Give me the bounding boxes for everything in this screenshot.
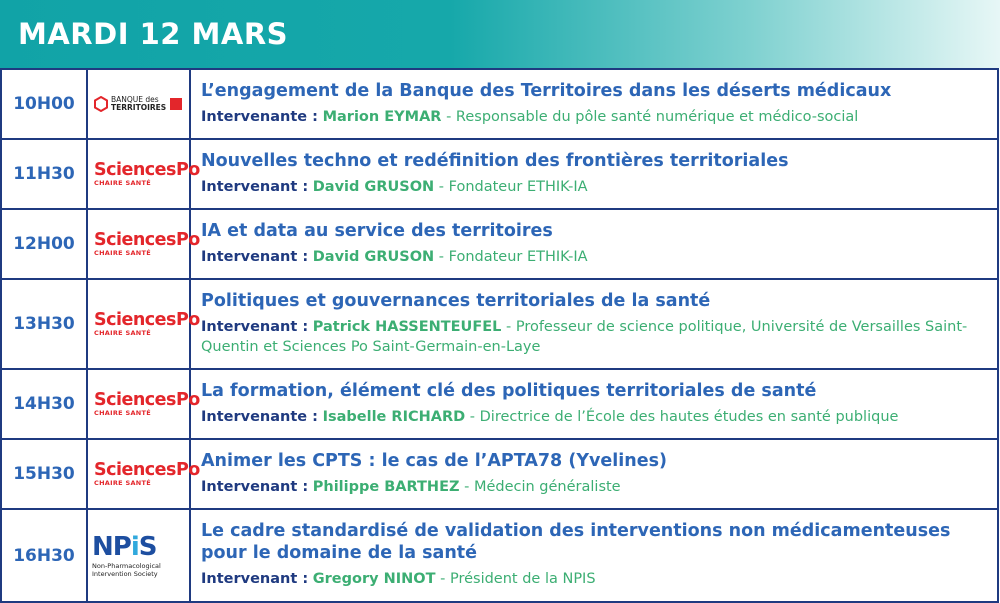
sciencespo-wordmark: SciencesPo bbox=[94, 310, 200, 330]
session-time: 11H30 bbox=[1, 139, 87, 209]
logo-cell bbox=[87, 139, 200, 209]
speaker-role: - Président de la NPIS bbox=[435, 571, 596, 587]
speaker-name: Isabelle RICHARD bbox=[322, 409, 466, 425]
speaker-name: David GRUSON bbox=[312, 179, 435, 195]
page-title: MARDI 12 MARS bbox=[18, 17, 289, 51]
sciencespo-wordmark: SciencesPo bbox=[94, 230, 200, 250]
speaker-name: Marion EYMAR bbox=[322, 109, 442, 125]
npis-wordmark-a: NP bbox=[92, 531, 131, 562]
logo-cell bbox=[87, 69, 190, 139]
session-time: 16H30 bbox=[1, 509, 87, 602]
session-time: 12H00 bbox=[1, 209, 87, 279]
npis-logo bbox=[88, 531, 189, 578]
speaker-role: - Directrice de l’École des hautes études en santé publique bbox=[465, 409, 899, 425]
speaker-line bbox=[201, 477, 987, 497]
logo-cell bbox=[87, 279, 200, 369]
schedule-table bbox=[0, 68, 999, 603]
sciencespo-logo bbox=[88, 390, 200, 417]
sciencespo-subtitle: CHAIRE SANTÉ bbox=[94, 329, 151, 337]
speaker-label: Intervenante : bbox=[201, 409, 318, 425]
sciencespo-logo bbox=[88, 160, 200, 187]
speaker-label: Intervenant : bbox=[201, 319, 309, 335]
session-content bbox=[190, 439, 998, 509]
session-time: 10H00 bbox=[1, 69, 87, 139]
speaker-line bbox=[201, 317, 987, 357]
speaker-role: - Responsable du pôle santé numérique et médico-social bbox=[441, 109, 859, 125]
sciencespo-wordmark: SciencesPo bbox=[94, 460, 200, 480]
sciencespo-subtitle: CHAIRE SANTÉ bbox=[94, 179, 151, 187]
sciencespo-wordmark: SciencesPo bbox=[94, 390, 200, 410]
logo-cell bbox=[87, 439, 200, 509]
logo-cell bbox=[87, 509, 190, 602]
session-title: Politiques et gouvernances territoriales de la santé bbox=[201, 291, 711, 311]
session-content bbox=[190, 509, 998, 602]
speaker-line bbox=[201, 177, 987, 197]
speaker-label: Intervenant : bbox=[201, 571, 309, 587]
table-row bbox=[1, 369, 998, 439]
session-title: L’engagement de la Banque des Territoires dans les déserts médicaux bbox=[201, 81, 892, 101]
sciencespo-subtitle: CHAIRE SANTÉ bbox=[94, 249, 151, 257]
sciencespo-subtitle: CHAIRE SANTÉ bbox=[94, 479, 151, 487]
speaker-role: - Fondateur ETHIK-IA bbox=[434, 179, 588, 195]
speaker-label: Intervenant : bbox=[201, 479, 309, 495]
session-content bbox=[190, 69, 998, 139]
bdt-line1: BANQUE des bbox=[111, 95, 159, 104]
npis-subtitle-2: Intervention Society bbox=[92, 569, 158, 578]
session-title: Nouvelles techno et redéfinition des frontières territoriales bbox=[201, 151, 789, 171]
speaker-name: David GRUSON bbox=[312, 249, 435, 265]
page-header bbox=[0, 0, 1000, 68]
hexagon-icon bbox=[94, 96, 108, 112]
sciencespo-wordmark: SciencesPo bbox=[94, 160, 200, 180]
speaker-name: Gregory NINOT bbox=[312, 571, 436, 587]
table-row bbox=[1, 139, 998, 209]
npis-wordmark-c: S bbox=[138, 531, 157, 562]
sciencespo-subtitle: CHAIRE SANTÉ bbox=[94, 409, 151, 417]
speaker-line bbox=[201, 247, 987, 267]
session-title: IA et data au service des territoires bbox=[201, 221, 553, 241]
speaker-line bbox=[201, 569, 987, 589]
session-title: Le cadre standardisé de validation des interventions non médicamenteuses pour le domaine de la santé bbox=[201, 521, 951, 563]
speaker-name: Philippe BARTHEZ bbox=[312, 479, 460, 495]
logo-cell bbox=[87, 209, 200, 279]
session-content bbox=[190, 139, 998, 209]
bdt-line2: TERRITOIRES bbox=[111, 103, 167, 112]
session-title: Animer les CPTS : le cas de l’APTA78 (Yvelines) bbox=[201, 451, 668, 471]
speaker-role: - Fondateur ETHIK-IA bbox=[434, 249, 588, 265]
speaker-role: - Médecin généraliste bbox=[459, 479, 621, 495]
logo-cell bbox=[87, 369, 200, 439]
speaker-label: Intervenante : bbox=[201, 109, 318, 125]
speaker-line bbox=[201, 407, 987, 427]
speaker-label: Intervenant : bbox=[201, 179, 309, 195]
banque-des-territoires-logo bbox=[88, 96, 189, 112]
table-row bbox=[1, 279, 998, 369]
table-row bbox=[1, 209, 998, 279]
session-time: 13H30 bbox=[1, 279, 87, 369]
npis-wordmark-b: i bbox=[130, 531, 139, 562]
npis-wordmark bbox=[92, 531, 189, 562]
session-content bbox=[190, 369, 998, 439]
flag-icon bbox=[170, 98, 182, 110]
session-content bbox=[190, 279, 998, 369]
session-time: 15H30 bbox=[1, 439, 87, 509]
npis-subtitle-1: Non-Pharmacological bbox=[92, 561, 161, 570]
session-title: La formation, élément clé des politiques territoriales de santé bbox=[201, 381, 817, 401]
sciencespo-logo bbox=[88, 230, 200, 257]
speaker-role: - Professeur de science politique, Université de Versailles Saint-Quentin et Sciences Po Saint-Germain-en-Laye bbox=[201, 319, 968, 355]
table-row bbox=[1, 69, 998, 139]
sciencespo-logo bbox=[88, 460, 200, 487]
speaker-line bbox=[201, 107, 987, 127]
sciencespo-logo bbox=[88, 310, 200, 337]
table-row bbox=[1, 509, 998, 602]
session-time: 14H30 bbox=[1, 369, 87, 439]
table-row bbox=[1, 439, 998, 509]
session-content bbox=[190, 209, 998, 279]
speaker-label: Intervenant : bbox=[201, 249, 309, 265]
speaker-name: Patrick HASSENTEUFEL bbox=[312, 319, 502, 335]
